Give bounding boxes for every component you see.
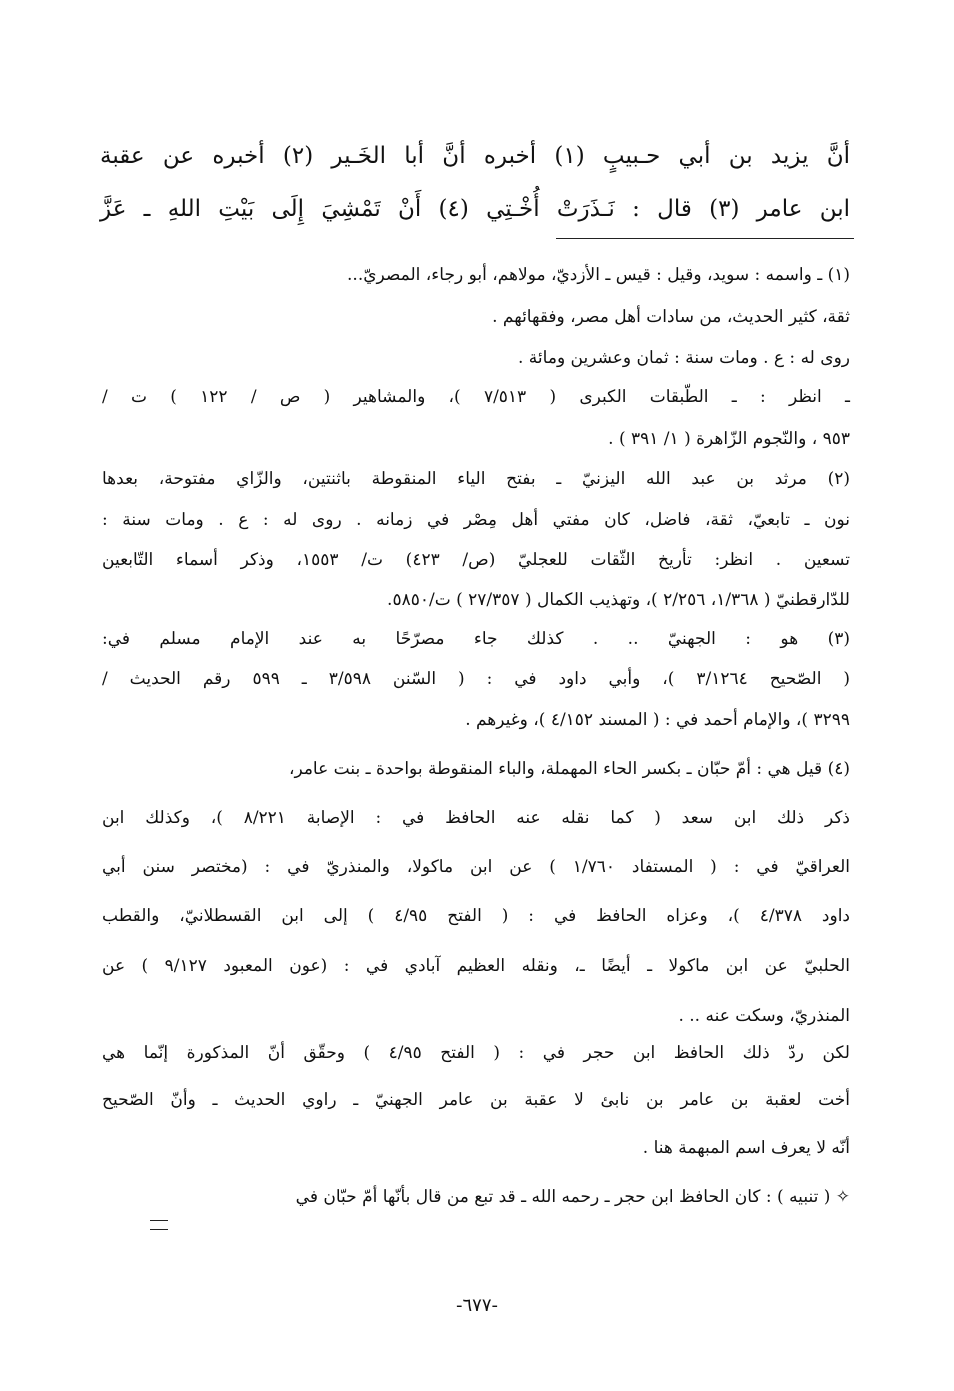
main-text-line-2: ابن عامر (٣) قال : نَـذَرَتْ أُخْـتِي (٤) أَنْ تَمْشِيَ إِلَى بَيْتِ اللهِ ـ عَزَّ: [100, 196, 850, 222]
footnote-4-line-6: المنذريّ، وسكت عنه .. .: [678, 1006, 850, 1026]
footnote-2-line-3: تسعين . انظر: تأريخ الثّقات للعجليّ (ص/ ٤٢٣) ت/ ١٥٥٣، وذكر أسماء التّابعين: [102, 550, 851, 570]
page-number: -٦٧٧-: [455, 1295, 498, 1316]
paragraph-line-3: أنّه لا يعرف اسم المبهمة هنا .: [642, 1138, 850, 1158]
note-line-1: [102, 1184, 850, 1210]
footnote-3-line-2: ( الصّحيح ٣/١٢٦٤ )، وأبي داود في : ( السّنن ٣/٥٩٨ ـ ٥٩٩ رقم الحديث /: [102, 669, 850, 689]
footnote-2-line-4: للدّارقطنيّ ( ١/٣٦٨، ٢/٢٥٦ )، وتهذيب الكمال ( ٢٧/٣٥٧ ) ت/٥٨٥٠.: [387, 590, 850, 610]
footnote-1-line-1: (١) ـ واسمه : سويد، وقيل : قيس ـ الأزديّ، مولاهم، أبو رجاء، المصريّ...: [347, 265, 850, 285]
footnote-4-line-2: ذكر ذلك ابن سعد ( كما نقله عنه الحافظ في : الإصابة ٨/٢٢١ )، وكذلك ابن: [102, 808, 850, 828]
note-text: ( تنبيه ) : كان الحافظ ابن حجر ـ رحمه الله ـ قد تبع من قال بأنّها أمّ حبّان في: [295, 1187, 831, 1207]
footnote-1-line-2: ثقة، كثير الحديث، من سادات أهل مصر، وفقهائهم .: [492, 307, 850, 327]
paragraph-line-2: أخت لعقبة بن عامر بن نابئ لا عقبة بن عامر الجهنيّ ـ راوي الحديث ـ وأنّ الصّحيح: [102, 1090, 850, 1110]
footnote-4-line-5: الحلبيّ عن ابن ماكولا ـ أيضًا ـ، ونقله العظيم آبادي في : (عون المعبود ٩/١٢٧ ) عن: [102, 956, 851, 976]
footnote-1-line-3: روى له : ع . ومات سنة : ثمان وعشرين ومائة .: [518, 348, 850, 368]
footnote-4-line-4: داود ٤/٣٧٨ )، وعزاه الحافظ في : ( الفتح ٤/٩٥ ) إلى ابن القسطلانيّ، والقطب: [102, 906, 850, 926]
main-text-line-1: أنَّ يزيد بن أبي حـبيبٍ (١) أخبره أنَّ أبا الخَـير (٢) أخبره عن عقبة: [100, 143, 850, 169]
footnote-2-line-2: نون ـ تابعيّ، ثقة، فاضل، كان مفتي أهل مِصْر في زمانه . روى له : ع . ومات سنة :: [102, 510, 850, 530]
footnote-1-line-5: ٩٥٣ ، والنّجوم الزّاهرة ( ١/ ٣٩١ ) .: [608, 429, 850, 449]
footnote-3-line-3: ٣٢٩٩ )، والإمام أحمد في : ( المسند ٤/١٥٢ )، وغيرهم .: [465, 710, 850, 730]
continuation-mark: [150, 1220, 168, 1230]
footnote-2-line-1: (٢) مرثد بن عبد الله اليزنيّ ـ بفتح الياء المنقوطة باثنتين، والزّاي مفتوحة، بعدها: [102, 469, 850, 489]
paragraph-line-1: لكن ردّ ذلك الحافظ ابن حجر في : ( الفتح ٤/٩٥ ) وحقّق أنّ المذكورة إنّما هي: [102, 1043, 850, 1063]
note-marker: ✧: [835, 1187, 850, 1207]
footnote-divider: [556, 238, 854, 239]
footnote-4-line-1: (٤) قيل هي : أمّ حبّان ـ بكسر الحاء المهملة، والباء المنقوطة بواحدة ـ بنت عامر،: [288, 759, 850, 779]
footnote-1-line-4: ـ انظر : ـ الطّبقات الكبرى ( ٧/٥١٣ )، والمشاهير ( ص / ١٢٢ ) ت /: [102, 387, 851, 407]
footnote-4-line-3: العراقيّ في : ( المستفاد ١/٧٦٠ ) عن ابن ماكولا، والمنذريّ في : (مختصر سنن أبي: [102, 857, 850, 877]
footnote-3-line-1: (٣) هو : الجهنيّ .. . كذلك جاء مصرّحًا به عند الإمام مسلم في:: [102, 629, 850, 649]
